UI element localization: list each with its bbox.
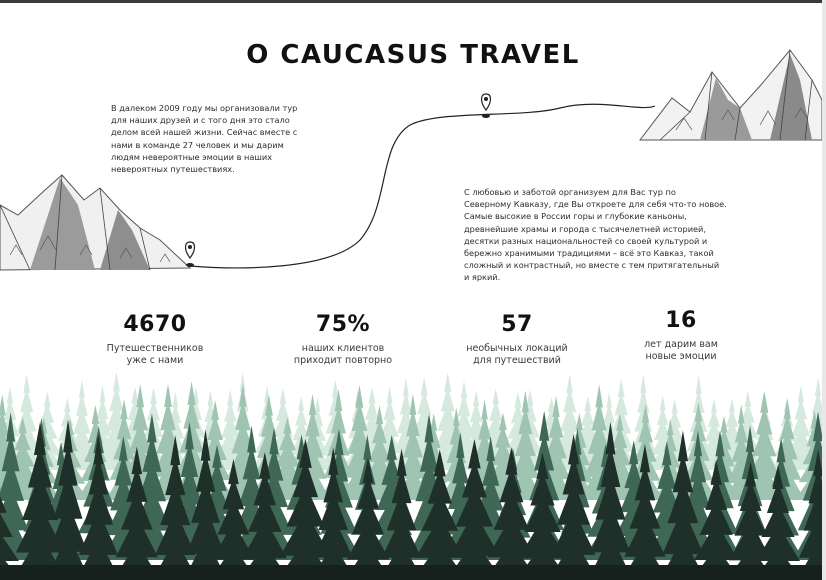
stat-label: лет дарим вам новые эмоции	[644, 339, 718, 362]
intro-left-text: В далеком 2009 году мы организовали тур для наших друзей и с того дня это стало делом всей нашей жизни. Сейчас вместе с нами в команде 27 человек и мы дарим людям невероятные эмоции в наших невероятных путешествиях.	[111, 103, 298, 175]
stat-locations	[442, 312, 592, 367]
page-title: О CAUCASUS TRAVEL	[246, 40, 580, 70]
forest-illustration	[0, 372, 826, 580]
stat-value: 75%	[315, 312, 371, 337]
stat-value: 4670	[123, 312, 187, 337]
page-edge	[822, 0, 826, 580]
stat-label: необычных локаций для путешествий	[466, 343, 568, 366]
stat-travelers	[80, 312, 230, 367]
stat-value: 57	[501, 312, 533, 337]
intro-right-text: С любовью и заботой организуем для Вас тур по Северному Кавказу, где Вы откроете для себя что-то новое. Самые высокие в России горы и глубокие каньоны, древнейшие храмы и города с тысячелетней историей, десятки разных национальностей со своей культурой и бережно хранимыми традициями – всё это Кавказ, такой сложный и контрастный, но вместе с тем притягательный и яркий.	[464, 187, 727, 283]
stat-years	[606, 308, 756, 363]
location-pin-icon	[186, 242, 195, 267]
stat-label: наших клиентов приходит повторно	[293, 343, 393, 366]
forest-ground	[0, 565, 826, 580]
mountains-right-illustration	[640, 50, 822, 140]
stat-returning-clients	[268, 312, 418, 367]
mountains-left-illustration	[0, 175, 190, 270]
stat-value: 16	[665, 308, 697, 333]
stat-label: Путешественников уже с нами	[106, 343, 204, 366]
